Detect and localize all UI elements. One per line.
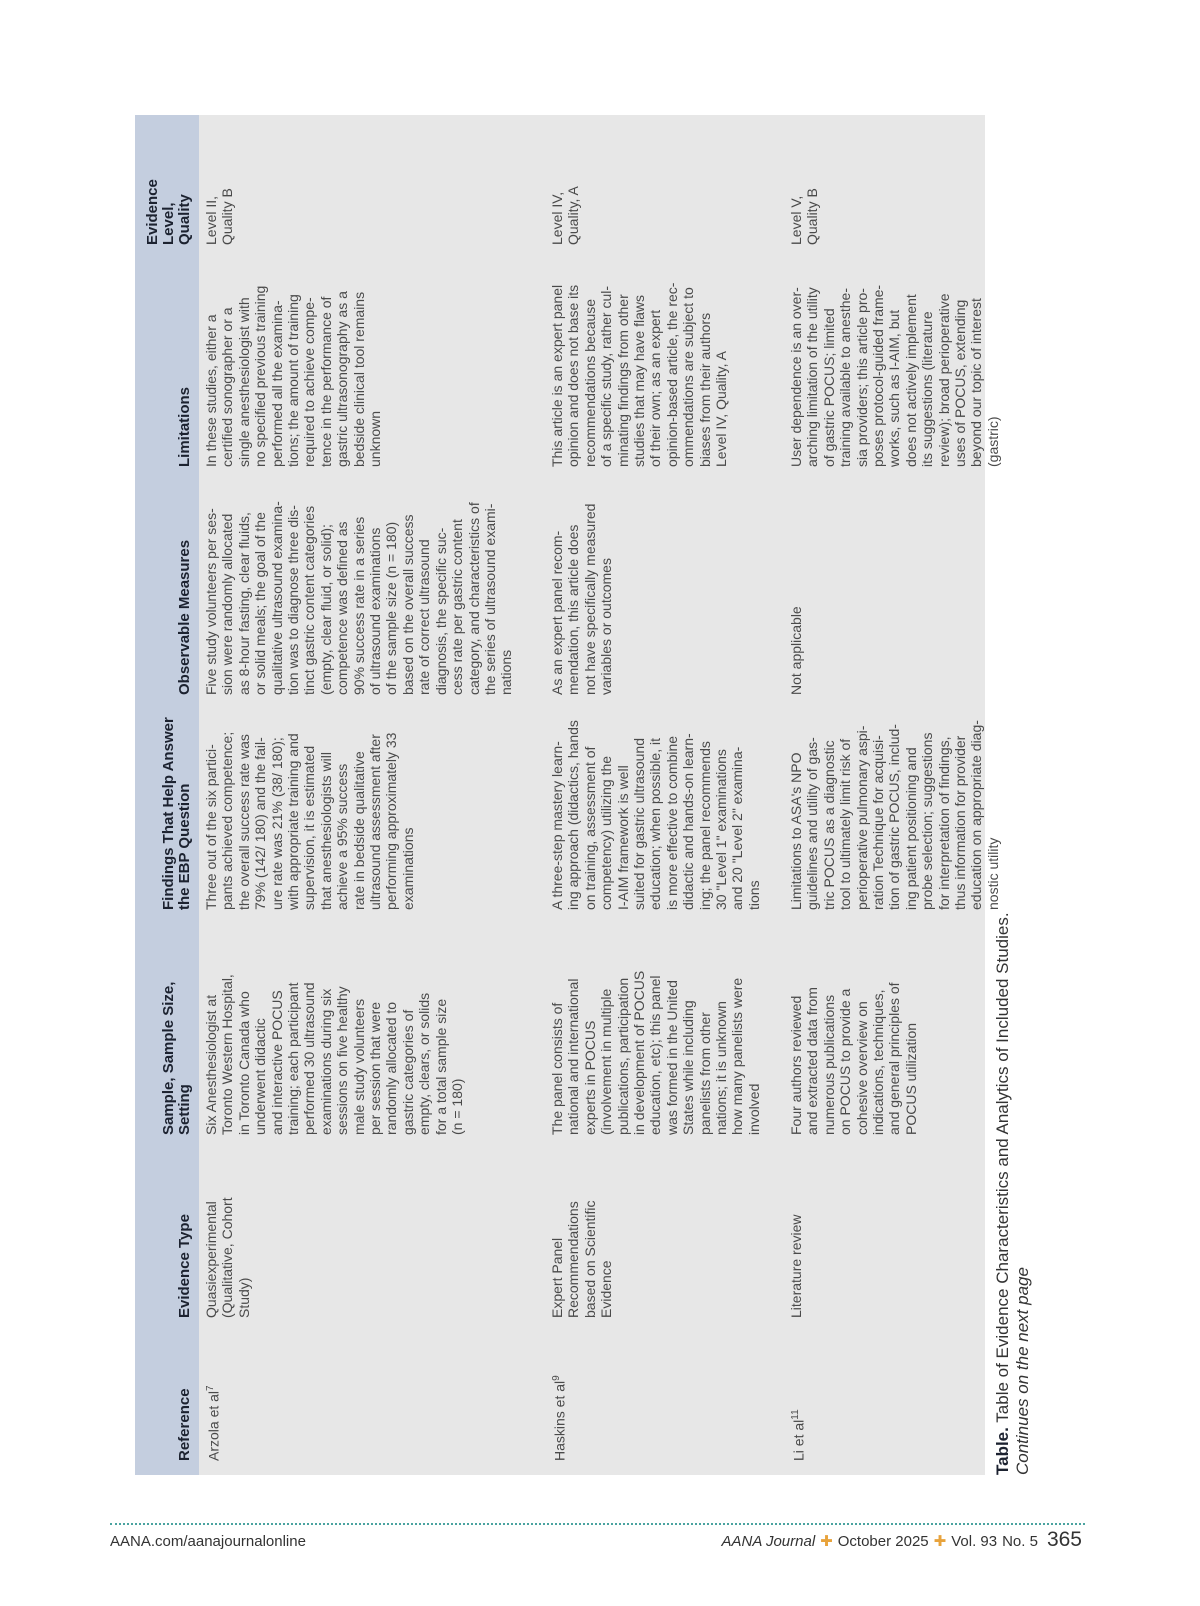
cross-icon: ✚ (933, 1533, 947, 1550)
row3-limitations: User dependence is an over- arching limitation of the utility of gastric POCUS; limited training available to anesthe- sia providers; this article pro- poses protocol-guided frame- works, such as I-AIM, but does not actively implement its suggestions (literature review); broad perioperative uses of POCUS, extending beyond our topic of interest (gastric) (788, 284, 1001, 467)
header-measures: Observable Measures (176, 539, 193, 695)
page-number: 365 (1046, 1528, 1082, 1551)
footer-divider (110, 1523, 1085, 1525)
evidence-table (135, 115, 1001, 1475)
footer-citation (722, 1528, 1083, 1552)
row3-evidence-type: Literature review (788, 1214, 804, 1318)
row1-measures: Five study volunteers per ses- sion were randomly allocated as 8-hour fasting, clear fluids, or solid meals; the goal of the qualitative ultrasound examina- tion was to diagnose three dis- tinct gastric content categories (empty, clear fluid, or solid); competence was defined as 90% success rate in a series of ultrasound examinations of the sample size (n = 180) based on the overall success rate of correct ultrasound diagnosis, the specific suc- cess rate per gastric content category, and characteristics of the series of ultrasound exami- nations (203, 501, 515, 695)
header-reference: Reference (176, 1388, 193, 1461)
row2-sample: The panel consists of national and international experts in POCUS (involvement in multiple publications, participation in development of POCUS education, etc); this panel was formed in the United States while including panelists from other nations; it is unknown how many panelists were involved (549, 970, 762, 1135)
row1-reference: Arzola et $al^7$ (205, 1385, 222, 1461)
row2-limitations: This article is an expert panel opinion and does not base its recommendations because of a specific study, rather cul- minating findings from other studies that may have flaws of their own; as an expert opinion-based article, the rec- ommendations are subject to biases from their authors Level IV, Quality, A (549, 282, 730, 467)
cross-icon: ✚ (820, 1533, 833, 1550)
row2-findings: A three-step mastery learn- ing approach (didactics, hands on training, assessment of competency) utilizing the I-AIM framework is well suited for gastric ultrasound education; when possible, it is more effective to combine didactic and hands-on learn- ing; the panel recommends 30 "Level 1" examinations and 20 "Level 2" examina- tions (549, 720, 762, 910)
row1-sample: Six Anesthesiologist at Toronto Western Hospital, in Toronto Canada who underwent didactic and interactive POCUS training; each participant performed 30 ultrasound examinations during six sessions on five healthy male study volunteers per session that were randomly allocated to gastric categories of empty, clears, or solids for a total sample size (n = 180) (203, 974, 466, 1135)
issue-date: October 2025 (837, 1533, 929, 1550)
row3-measures: Not applicable (788, 606, 804, 695)
row2-level: Level IV, Quality, A (549, 186, 582, 245)
continues-note: Continues on the next page (1013, 1267, 1032, 1475)
row2-reference: Haskins et $al^9$ (551, 1375, 568, 1461)
header-evidence-type: Evidence Type (176, 1214, 193, 1318)
header-limitations: Limitations (176, 386, 193, 467)
row1-evidence-type: Quasiexperimental (Qualitative, Cohort Study) (203, 1197, 252, 1318)
caption-text: Table of Evidence Characteristics and Analytics of Included Studies. (993, 912, 1012, 1423)
header-sample: Sample, Sample Size, Setting (160, 981, 193, 1135)
table-caption (993, 912, 1012, 1475)
row1-findings: Three out of the six partici- pants achieved competence; the overall success rate was 79% (142/ 180) and the fail- ure rate was 21% (38/ 180); with appropriate training and supervision, it is estimated that anesthesiologists will achieve a 95% success rate in bedside qualitative ultrasound assessment after performing approximately 33 examinations (203, 731, 416, 910)
footer-url[interactable]: AANA.com/aanajournalonline (110, 1533, 306, 1550)
header-findings: Findings That Help Answer the EBP Question (160, 717, 193, 910)
row1-limitations: In these studies, either a certified sonographer or a single anesthesiologist with no specified previous training performed all the examina- tions; the amount of training required to achieve compe- tence in the performance of gastric ultrasonography as a bedside clinical tool remains unknown (203, 285, 384, 467)
row1-level: Level II, Quality B (203, 188, 236, 245)
row3-findings: Limitations to ASA's NPO guidelines and utility of gas- tric POCUS as a diagnostic tool to ultimately limit risk of perioperative pulmonary aspi- ration Technique for acquisi- tion of gastric POCUS, includ- ing patient positioning and probe selection; suggestions for interpretation of findings, thus information for provider education on appropriate diag- nostic utility (788, 720, 1001, 910)
row3-reference: Li et $al^{11}$ (790, 1409, 807, 1461)
rotated-table-block (135, 115, 1060, 1475)
row3-level: Level V, Quality B (788, 188, 821, 245)
volume: Vol. 93 (951, 1533, 998, 1550)
header-level: Evidence Level, Quality (144, 179, 193, 245)
issue-number: No. 5 (1002, 1533, 1038, 1550)
row2-evidence-type: Expert Panel Recommendations based on Scientific Evidence (549, 1200, 615, 1318)
table-header (135, 115, 199, 1475)
journal-name: AANA Journal (721, 1533, 816, 1550)
row2-measures: As an expert panel recom- mendation, this article does not have specifically measured variables or outcomes (549, 503, 615, 695)
caption-label: Table. (993, 1427, 1012, 1475)
row3-sample: Four authors reviewed and extracted data from numerous publications on POCUS to provide a cohesive overview on indications, techniques, and general principles of POCUS utilization (788, 982, 919, 1135)
